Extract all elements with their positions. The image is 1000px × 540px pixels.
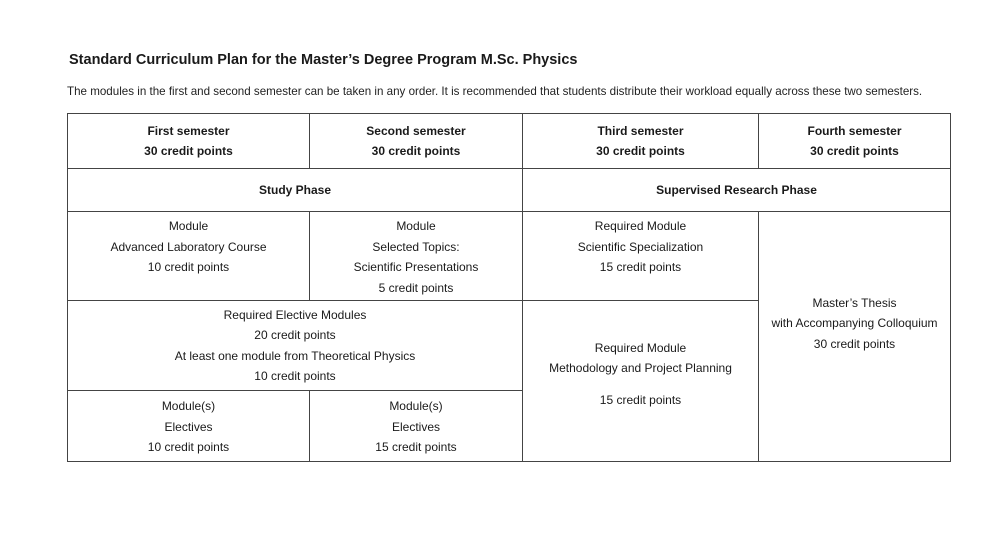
module-name: Scientific Specialization [577,239,704,254]
module-credits: 5 credit points [378,280,454,295]
module-credits: 10 credit points [147,260,230,274]
module-name: Selected Topics: [372,239,460,254]
phase-label: Study Phase [258,182,332,197]
module-name: Master’s Thesis [812,295,897,310]
module-name: with Accompanying Colloquium [771,316,938,331]
specialization-cell [522,211,759,301]
module-type: Required Module [594,219,687,233]
module-type: Module(s) [161,399,216,413]
module-credits: 10 credit points [254,369,336,383]
module-name: Electives [391,419,441,434]
electives-cell-1 [67,390,310,462]
module-credits: 20 credit points [254,328,336,342]
lab-course-cell [67,211,310,301]
selected-topics-cell [309,211,523,301]
semester-name: First semester [147,123,230,138]
module-type: Module [168,219,209,233]
module-note: At least one module from Theoretical Physics [174,348,416,363]
module-type: Module [396,219,436,233]
module-credits: 15 credit points [599,260,682,274]
module-type: Module(s) [389,399,443,413]
module-credits: 30 credit points [813,336,896,351]
module-type: Required Module [594,340,687,355]
module-credits: 15 credit points [375,440,457,454]
module-credits: 10 credit points [147,440,230,454]
semester-name: Second semester [366,123,466,138]
electives-cell-2 [309,390,523,462]
curriculum-table [67,113,951,462]
module-name: Advanced Laboratory Course [110,239,267,254]
thesis-cell [758,211,951,462]
semester-credits: 30 credit points [371,144,461,158]
module-name: Electives [164,419,213,434]
module-name: Methodology and Project Planning [549,361,732,376]
semester-header-2 [309,113,523,169]
intro-text: The modules in the first and second semester can be taken in any order. It is recommended that students distribute their workload equally across these two semesters. [67,85,923,98]
research-phase-header [522,168,951,212]
semester-credits: 30 credit points [596,144,685,158]
module-type: Required Elective Modules [223,307,367,322]
semester-header-1 [67,113,310,169]
required-elective-cell [67,300,523,391]
semester-name: Fourth semester [807,123,902,138]
methodology-cell [522,300,759,462]
semester-credits: 30 credit points [144,144,233,158]
semester-name: Third semester [597,123,684,138]
semester-credits: 30 credit points [810,144,899,158]
semester-header-3 [522,113,759,169]
module-credits: 15 credit points [599,392,682,407]
study-phase-header [67,168,523,212]
semester-header-4 [758,113,951,169]
phase-label: Supervised Research Phase [656,182,817,197]
module-name: Scientific Presentations [353,260,479,274]
page-title: Standard Curriculum Plan for the Master’s Degree Program M.Sc. Physics [69,52,578,68]
